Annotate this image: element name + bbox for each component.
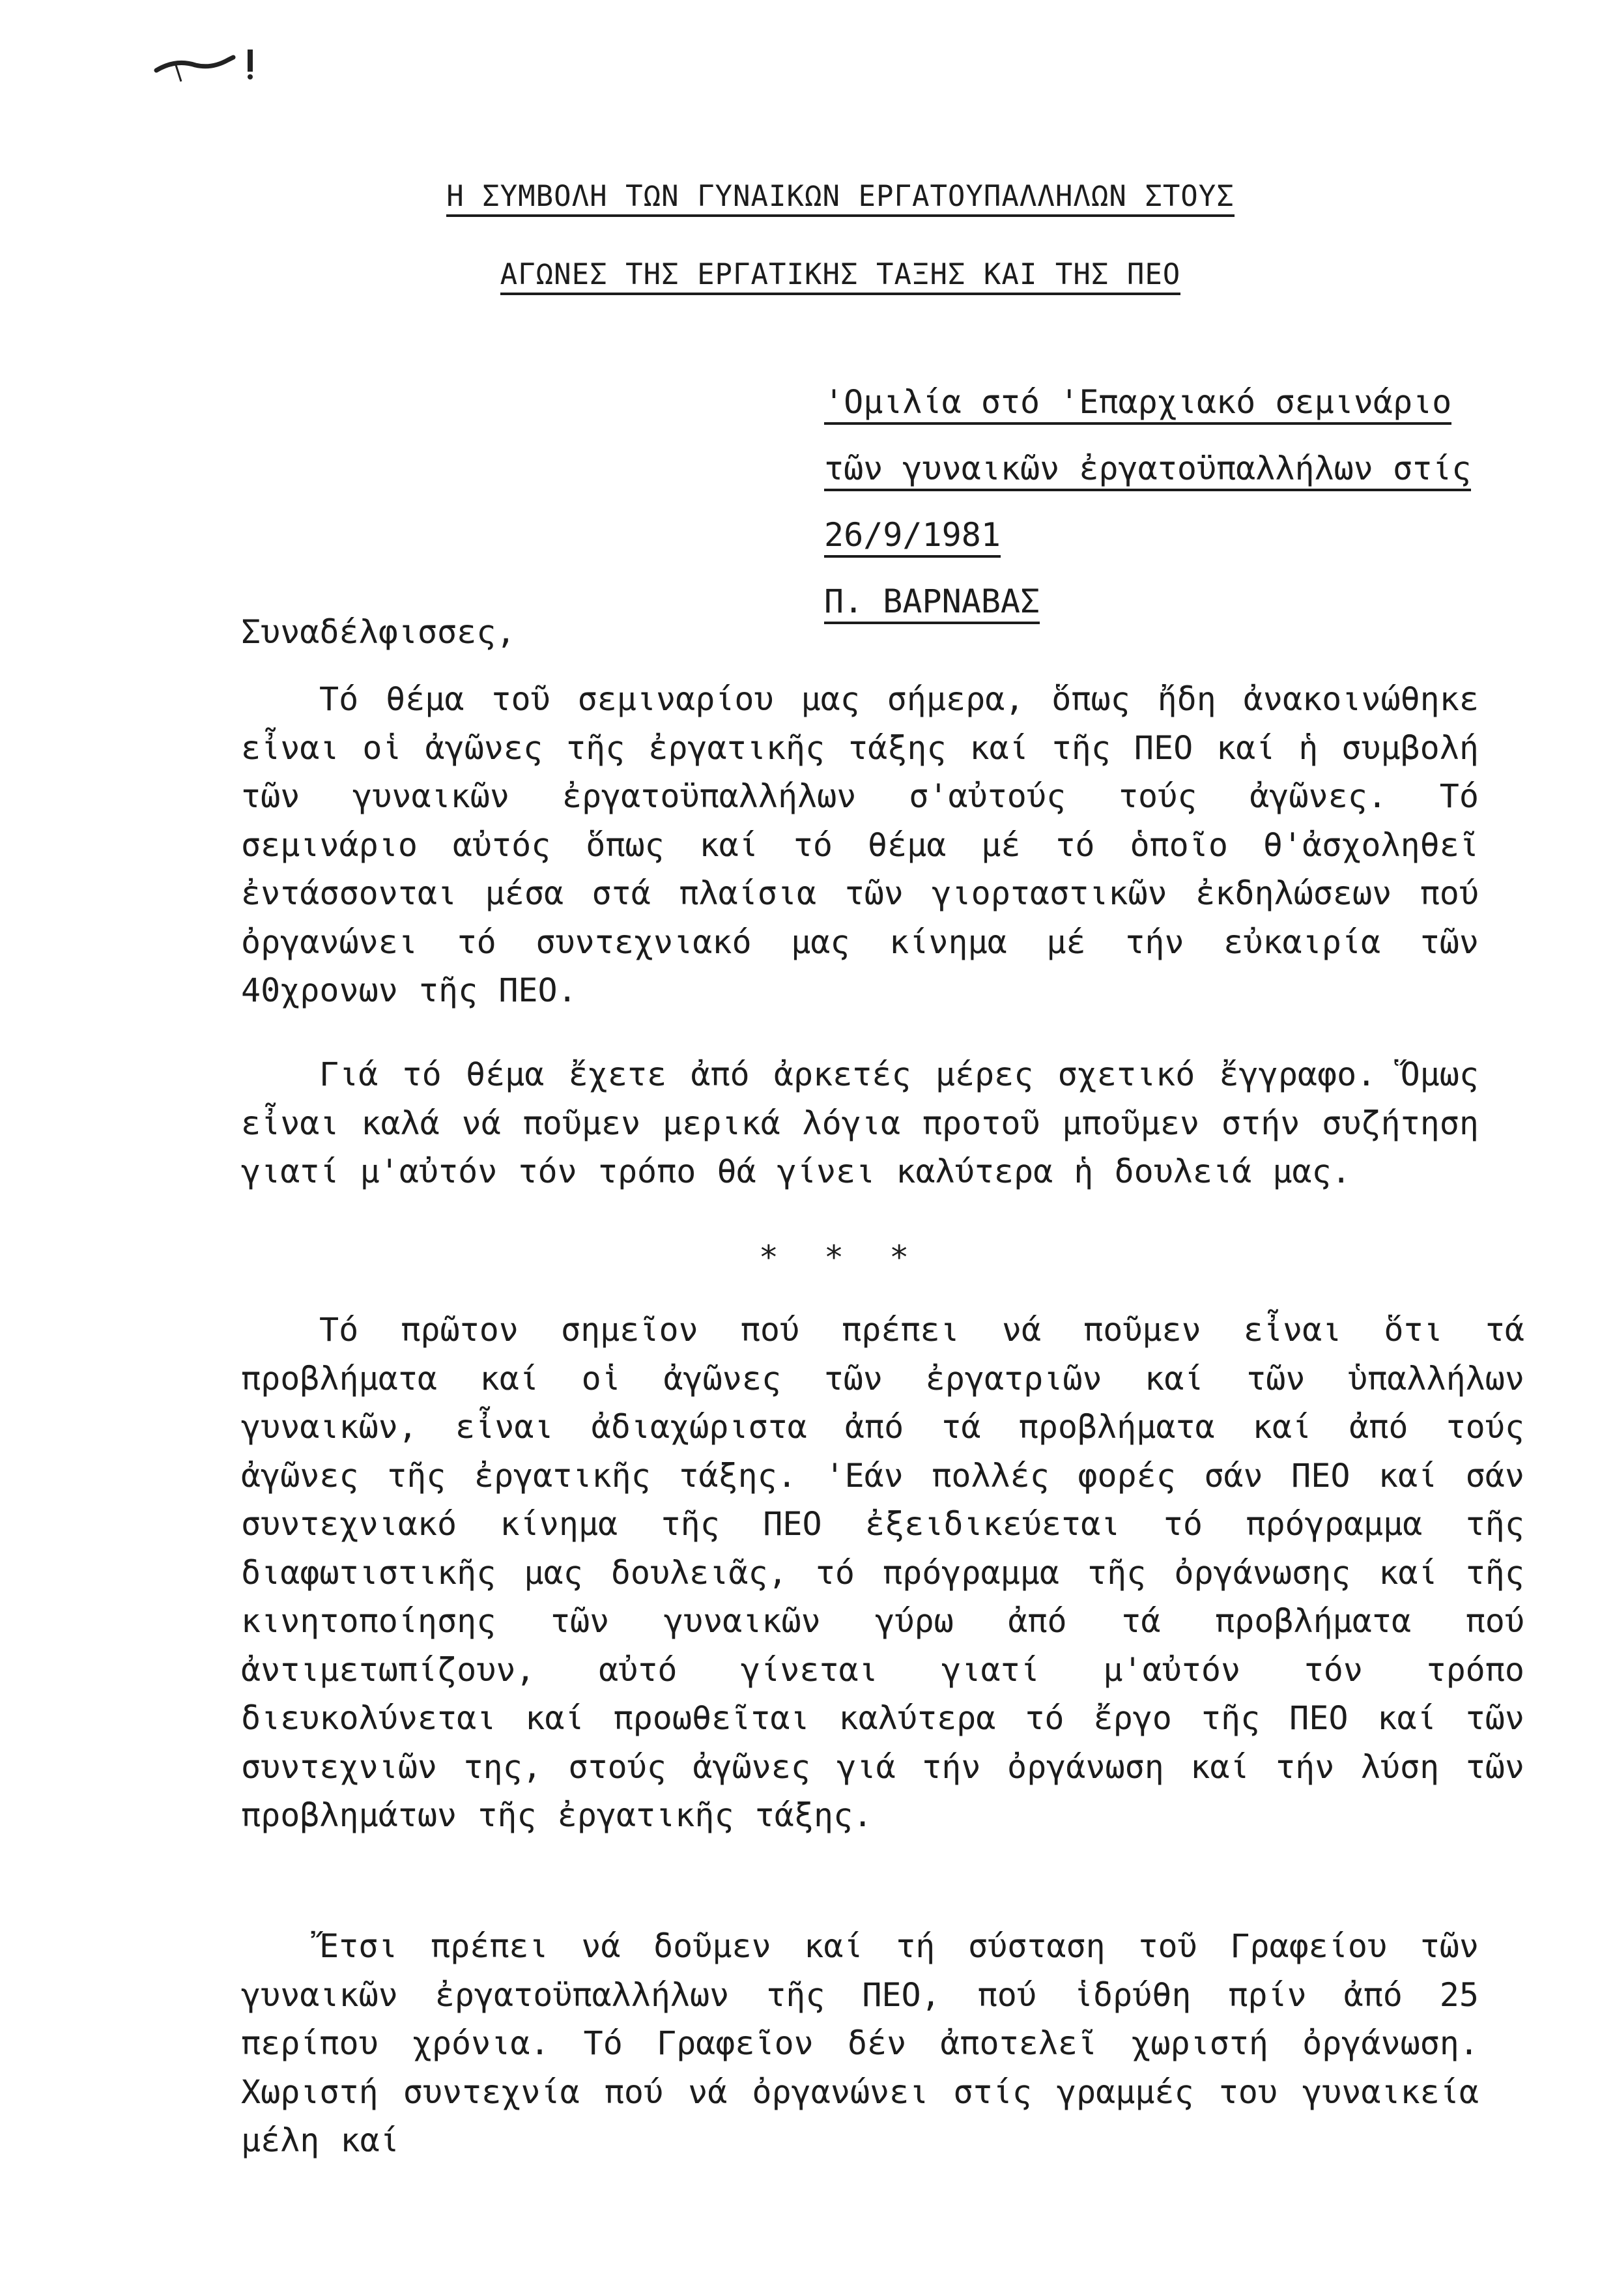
paragraph-2: Γιά τό θέμα ἔχετε ἀπό ἀρκετές μέρες σχετικό ἔγγραφο. Ὅμως εἶναι καλά νά ποῦμεν μερικά λόγια προτοῦ μποῦμεν στήν συζήτηση γιατί μ'αὐτόν τόν τρόπο θά γίνει καλύτερα ἡ δουλειά μας. xyxy=(241,1055,1479,1190)
document-title-text-2: ΑΓΩΝΕΣ ΤΗΣ ΕΡΓΑΤΙΚΗΣ ΤΑΞΗΣ ΚΑΙ ΤΗΣ ΠΕΟ xyxy=(500,258,1181,295)
paragraph-3: Τό πρῶτον σημεῖον πού πρέπει νά ποῦμεν εἶναι ὅτι τά προβλήματα καί οἱ ἀγῶνες τῶν ἐργατριῶν καί τῶν ὑπαλλήλων γυναικῶν, εἶναι ἀδιαχώριστα ἀπό τά προβλήματα καί ἀπό τούς ἀγῶνες τῆς ἐργατικῆς τάξης. 'Εάν πολλές φορές σάν ΠΕΟ καί σάν συντεχνιακό κίνημα τῆς ΠΕΟ ἐξειδικεύεται τό πρόγραμμα τῆς διαφωτιστικῆς μας δουλειᾶς, τό πρόγραμμα τῆς ὀργάνωσης καί τῆς κινητοποίησης τῶν γυναικῶν γύρω ἀπό τά προβλήματα πού ἀντιμετωπίζουν, αὐτό γίνεται γιατί μ'αὐτόν τόν τρόπο διευκολύνεται καί προωθεῖται καλύτερα τό ἔργο τῆς ΠΕΟ καί τῶν συντεχνιῶν της, στούς ἀγῶνες γιά τήν ὀργάνωση καί τήν λύση τῶν προβλημάτων τῆς ἐργατικῆς τάξης. xyxy=(241,1311,1524,1834)
speech-author: Π. ΒΑΡΝΑΒΑΣ xyxy=(824,582,1040,624)
speech-date-line xyxy=(824,502,1515,568)
document-title-line-2 xyxy=(365,255,1316,294)
section-separator: * * * xyxy=(758,1239,909,1276)
speech-header-block xyxy=(824,369,1515,635)
speech-header-line-2 xyxy=(824,435,1515,502)
speech-header-line-1 xyxy=(824,369,1515,435)
speech-occasion-text-1: 'Ομιλία στό 'Επαρχιακό σεμινάριο xyxy=(824,383,1451,425)
ink-smudge-mark xyxy=(150,46,261,85)
speech-date: 26/9/1981 xyxy=(824,516,1001,558)
paragraph-4: Ἔτσι πρέπει νά δοῦμεν καί τή σύσταση τοῦ Γραφείου τῶν γυναικῶν ἐργατοϋπαλλήλων τῆς ΠΕΟ, πού ἱδρύθη πρίν ἀπό 25 περίπου χρόνια. Τό Γραφεῖον δέν ἀποτελεῖ χωριστή ὀργάνωση. Χωριστή συντεχνία πού νά ὀργανώνει στίς γραμμές του γυναικεία μέλη καί xyxy=(241,1927,1479,2159)
paragraph-1: Τό θέμα τοῦ σεμιναρίου μας σήμερα, ὅπως ἤδη ἀνακοινώθηκε εἶναι οἱ ἀγῶνες τῆς ἐργατικῆς τάξης καί τῆς ΠΕΟ καί ἡ συμβολή τῶν γυναικῶν ἐργατοϋπαλλήλων σ'αὐτούς τούς ἀγῶνες. Τό σεμινάριο αὐτός ὅπως καί τό θέμα μέ τό ὁποῖο θ'ἀσχοληθεῖ ἐντάσσονται μέσα στά πλαίσια τῶν γιορταστικῶν ἐκδηλώσεων πού ὀργανώνει τό συντεχνιακό μας κίνημα μέ τήν εὐκαιρία τῶν 40χρονων τῆς ΠΕΟ. xyxy=(241,680,1479,1009)
speech-author-line xyxy=(824,568,1515,635)
document-title-text-1: Η ΣΥΜΒΟΛΗ ΤΩΝ ΓΥΝΑΙΚΩΝ ΕΡΓΑΤΟΥΠΑΛΛΗΛΩΝ ΣΤΟΥΣ xyxy=(446,180,1235,217)
document-title-line-1 xyxy=(365,177,1316,216)
salutation: Συναδέλφισσες, xyxy=(241,613,516,651)
speech-occasion-text-2: τῶν γυναικῶν ἐργατοϋπαλλήλων στίς xyxy=(824,450,1471,491)
